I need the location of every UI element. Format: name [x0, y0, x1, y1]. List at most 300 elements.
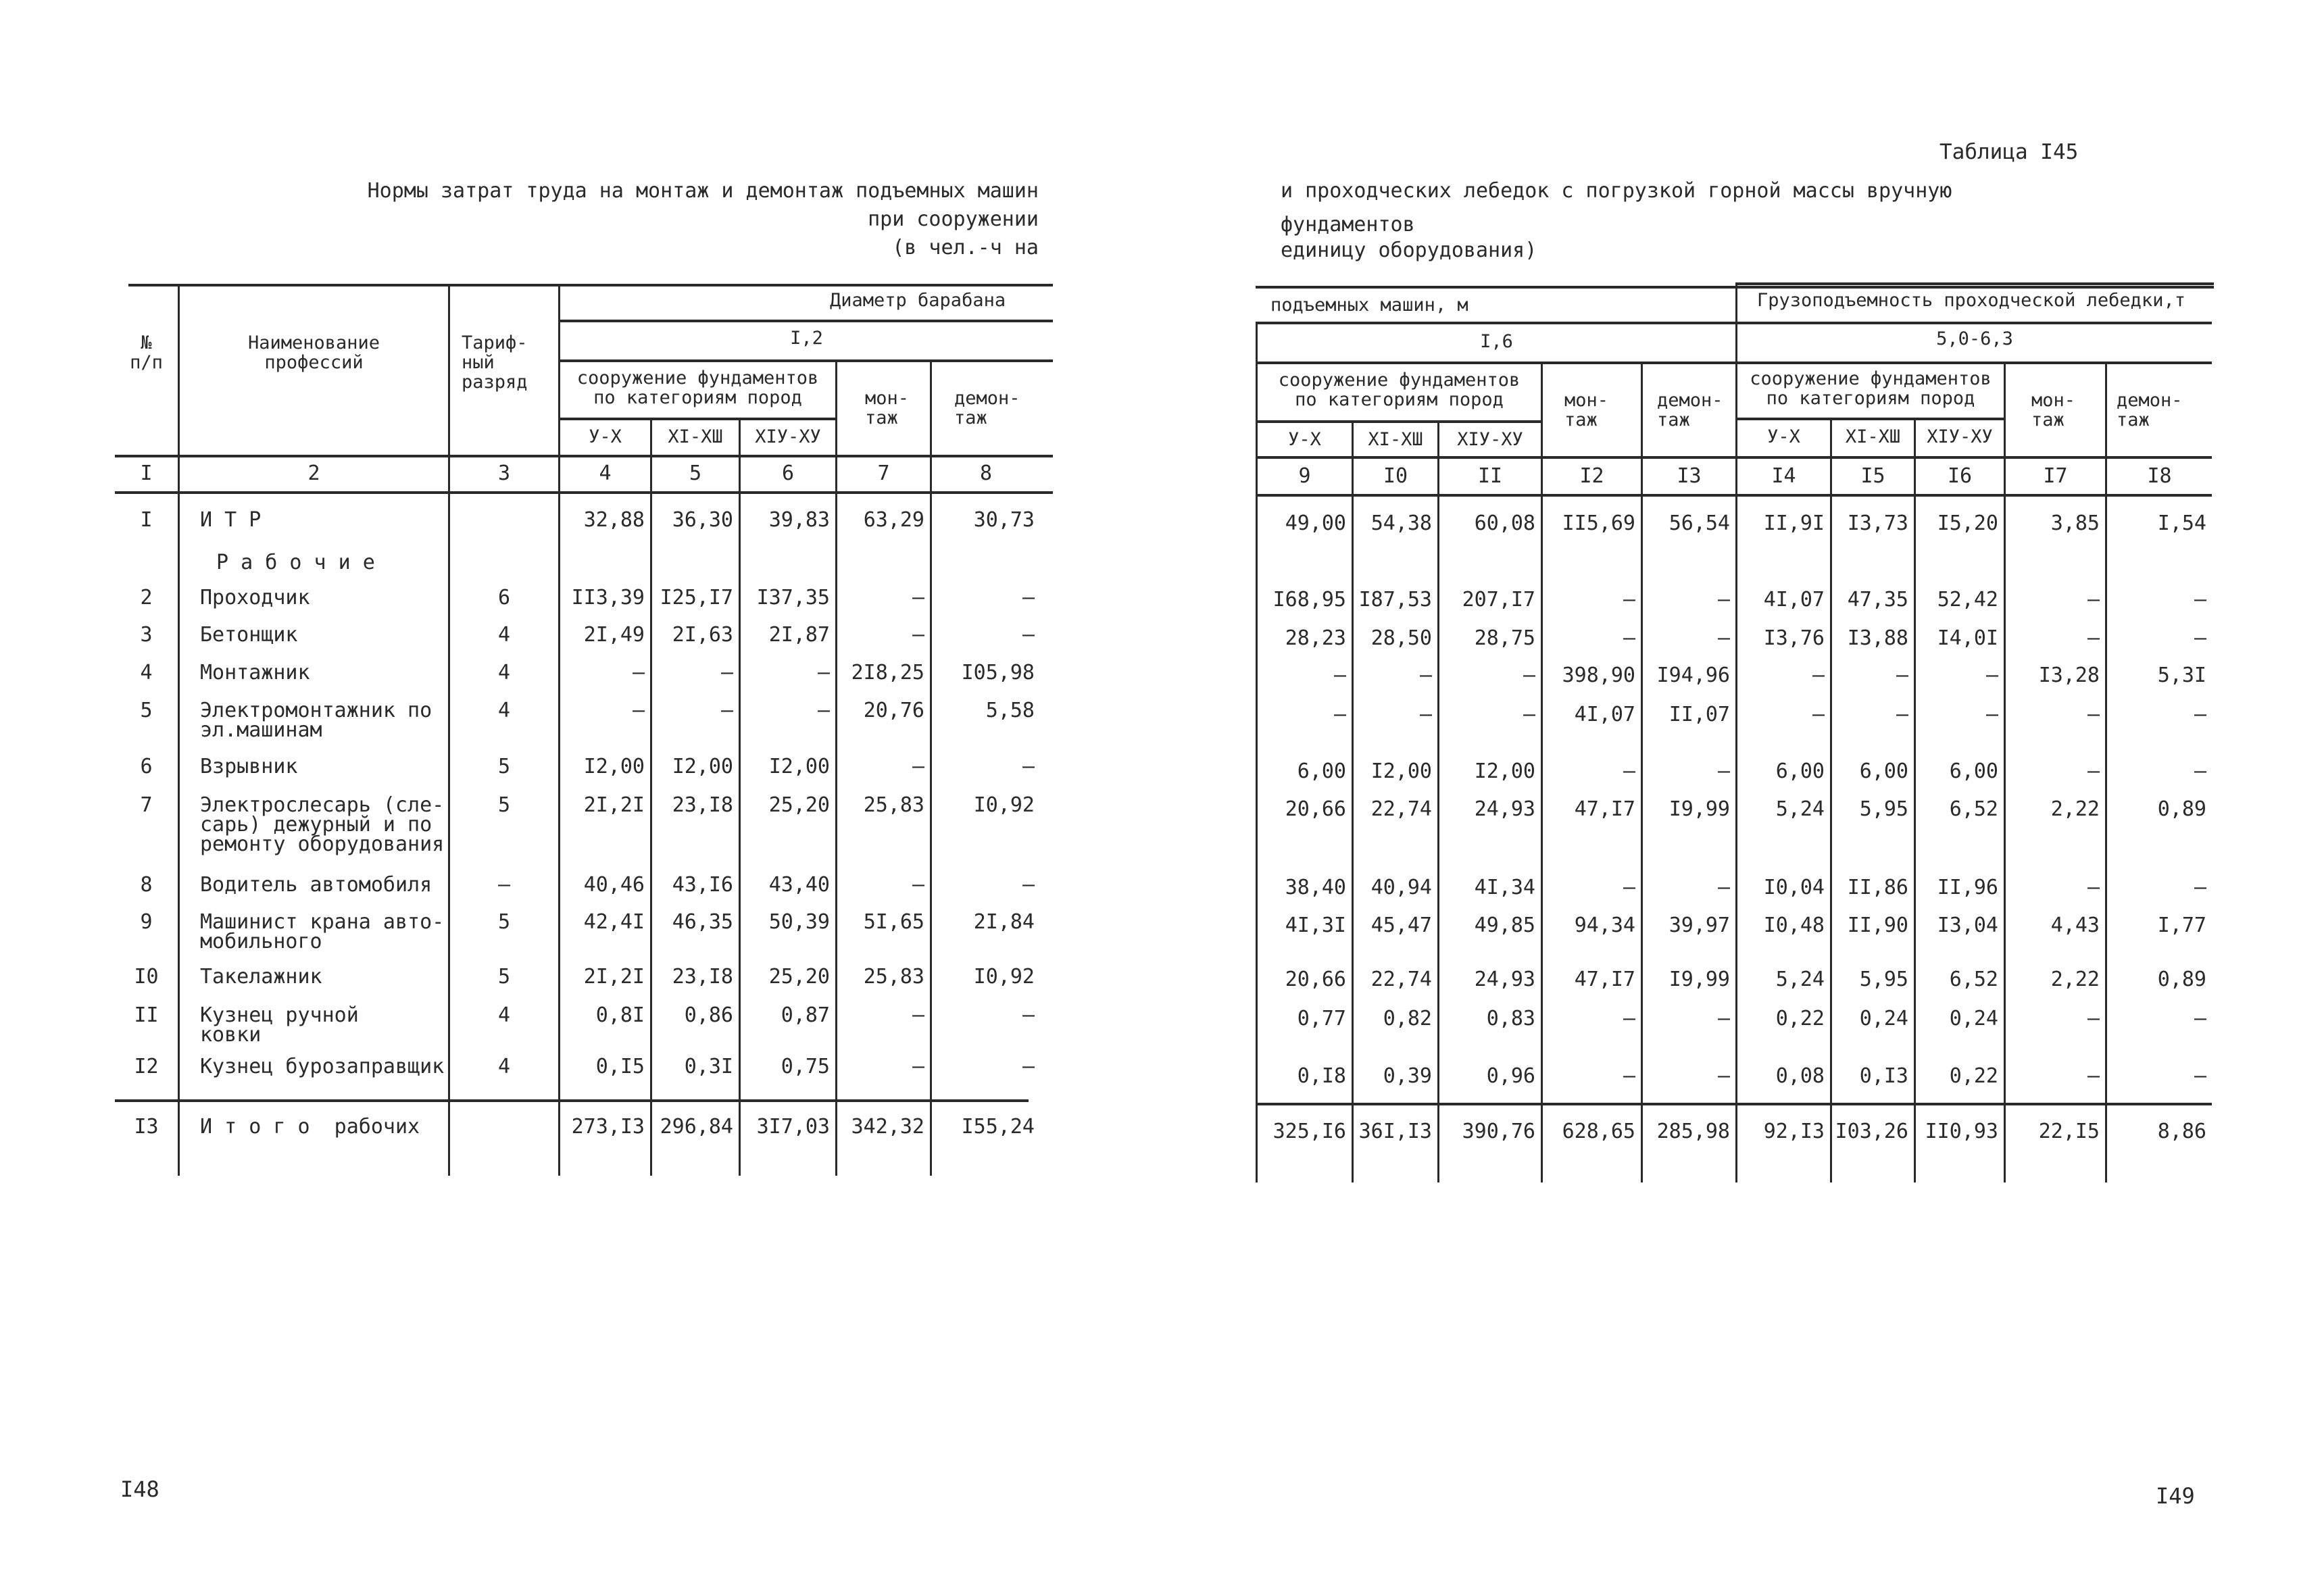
table-cell: I0,48: [1763, 914, 1825, 937]
row-number: 4: [140, 661, 153, 684]
table-cell: 43,I6: [672, 873, 733, 897]
column-number: 9: [1298, 464, 1311, 488]
table-cell: 325,I6: [1272, 1120, 1346, 1143]
table-cell: –: [632, 699, 645, 722]
right-title-line-1: и проходческих лебедок с погрузкой горной массы вручную: [1281, 179, 1952, 203]
table-cell: 5I,65: [863, 910, 924, 934]
column-number: 2: [307, 462, 320, 485]
table-cell: I68,95: [1272, 588, 1346, 612]
header-tariff-grade: Тариф- ный разряд: [462, 332, 528, 393]
table-cell: II,07: [1668, 703, 1730, 726]
rule: [115, 455, 1053, 457]
table-cell: 0,86: [684, 1003, 733, 1027]
table-cell: –: [1022, 1003, 1035, 1027]
tariff-grade: 5: [497, 755, 511, 778]
header-category-1: У-Х: [589, 426, 622, 447]
header-mounting: мон- таж: [865, 388, 910, 428]
table-cell: –: [1523, 664, 1535, 687]
rule: [558, 359, 1053, 362]
table-cell: –: [1717, 626, 1730, 650]
table-cell: 0,77: [1297, 1007, 1346, 1030]
table-cell: 28,75: [1474, 626, 1535, 650]
column-number: 5: [689, 462, 702, 485]
table-cell: –: [1623, 876, 1635, 899]
table-cell: –: [1812, 703, 1825, 726]
table-cell: 6,52: [1949, 797, 1998, 821]
table-cell: I2,00: [768, 755, 830, 778]
table-cell: I2,00: [1474, 759, 1535, 783]
column-number: I6: [1947, 464, 1973, 488]
table-cell: 50,39: [768, 910, 830, 934]
column-number: 8: [979, 462, 993, 485]
profession-name: Водитель автомобиля: [200, 873, 432, 897]
header-category-3: ХIУ-ХУ: [755, 426, 821, 447]
table-cell: 273,I3: [571, 1115, 645, 1139]
table-cell: I87,53: [1358, 588, 1432, 612]
header-foundations: сооружение фундаментов по категориям пород: [1278, 370, 1521, 410]
table-cell: 49,00: [1285, 512, 1346, 535]
table-cell: –: [1333, 664, 1346, 687]
column-number: II: [1477, 464, 1503, 488]
table-cell: II5,69: [1562, 512, 1635, 535]
table-cell: –: [2194, 703, 2206, 726]
right-title-line-2: фундаментов: [1281, 213, 1415, 236]
table-cell: I4,0I: [1937, 626, 1998, 650]
table-cell: 2I,63: [672, 623, 733, 647]
table-cell: I0,92: [973, 793, 1035, 817]
table-cell: 28,23: [1285, 626, 1346, 650]
profession-name: Электрослесарь (сле- сарь) дежурный и по ремонту оборудования: [200, 793, 445, 856]
table-cell: 5,95: [1859, 797, 1908, 821]
table-cell: 5,3I: [2157, 664, 2206, 687]
table-cell: 3I7,03: [756, 1115, 830, 1139]
table-cell: 285,98: [1656, 1120, 1730, 1143]
table-cell: –: [1022, 586, 1035, 609]
table-cell: –: [1623, 759, 1635, 783]
table-cell: –: [1812, 664, 1825, 687]
table-cell: –: [2087, 588, 2100, 612]
tariff-grade: 6: [497, 586, 511, 609]
table-cell: 6,00: [1859, 759, 1908, 783]
column-number: I0: [1383, 464, 1408, 488]
table-cell: I5,20: [1937, 512, 1998, 535]
table-cell: 25,20: [768, 965, 830, 989]
table-cell: 3,85: [2050, 512, 2100, 535]
row-number: I0: [134, 965, 159, 989]
table-cell: –: [720, 699, 733, 722]
profession-name: Машинист крана авто- мобильного: [200, 910, 445, 953]
table-cell: 0,22: [1775, 1007, 1825, 1030]
table-cell: –: [1022, 755, 1035, 778]
profession-name: Монтажник: [200, 661, 310, 684]
table-cell: 32,88: [583, 508, 645, 532]
table-cell: 0,89: [2157, 797, 2206, 821]
table-cell: 39,97: [1668, 914, 1730, 937]
table-cell: 2I,87: [768, 623, 830, 647]
table-cell: –: [2087, 1007, 2100, 1030]
table-cell: –: [912, 586, 924, 609]
table-cell: 0,75: [781, 1055, 830, 1078]
header-foundations: сооружение фундаментов по категориям пород: [1750, 368, 1992, 409]
profession-name: Бетонщик: [200, 623, 298, 647]
table-cell: –: [1985, 664, 1998, 687]
table-cell: 49,85: [1474, 914, 1535, 937]
header-category-2: ХI-ХШ: [668, 426, 723, 447]
page-number-left: I48: [120, 1476, 159, 1502]
right-title-line-3: единицу оборудования): [1281, 239, 1537, 262]
column-number: 7: [877, 462, 890, 485]
header-category-2: ХI-ХШ: [1845, 426, 1901, 447]
table-cell: –: [2087, 626, 2100, 650]
table-cell: –: [1623, 588, 1635, 612]
header-category-2: ХI-ХШ: [1368, 429, 1423, 450]
table-cell: 39,83: [768, 508, 830, 532]
rule: [558, 418, 835, 420]
table-cell: I05,98: [961, 661, 1035, 684]
table-cell: 92,I3: [1763, 1120, 1825, 1143]
table-cell: –: [2194, 588, 2206, 612]
table-cell: –: [1022, 623, 1035, 647]
table-cell: 207,I7: [1462, 588, 1535, 612]
table-cell: –: [2087, 876, 2100, 899]
table-cell: I0,92: [973, 965, 1035, 989]
table-cell: –: [1717, 876, 1730, 899]
table-cell: 4I,07: [1763, 588, 1825, 612]
table-cell: II,96: [1937, 876, 1998, 899]
tariff-grade: 4: [497, 661, 511, 684]
table-cell: 2I,2I: [583, 793, 645, 817]
row-number: II: [134, 1003, 159, 1027]
table-cell: –: [2194, 759, 2206, 783]
table-cell: 5,95: [1859, 968, 1908, 991]
table-cell: II,9I: [1763, 512, 1825, 535]
table-cell: –: [912, 623, 924, 647]
table-cell: –: [1523, 703, 1535, 726]
table-cell: 4I,07: [1574, 703, 1635, 726]
rule: [1256, 420, 1541, 423]
table-cell: 25,83: [863, 793, 924, 817]
row-number: I2: [134, 1055, 159, 1078]
table-cell: –: [1717, 588, 1730, 612]
table-cell: 5,24: [1775, 797, 1825, 821]
table-cell: 6,00: [1949, 759, 1998, 783]
table-cell: 5,58: [985, 699, 1035, 722]
table-cell: 0,96: [1486, 1064, 1535, 1088]
profession-name: Проходчик: [200, 586, 310, 609]
table-cell: II,90: [1847, 914, 1908, 937]
row-number: 9: [140, 910, 153, 934]
table-cell: 0,39: [1383, 1064, 1432, 1088]
table-cell: I9,99: [1668, 797, 1730, 821]
table-cell: I3,88: [1847, 626, 1908, 650]
table-cell: –: [912, 1055, 924, 1078]
table-cell: 63,29: [863, 508, 924, 532]
table-cell: –: [720, 661, 733, 684]
left-title-line-2: при сооружении: [868, 207, 1039, 231]
table-cell: 0,24: [1949, 1007, 1998, 1030]
table-cell: 36,30: [672, 508, 733, 532]
table-cell: 0,22: [1949, 1064, 1998, 1088]
column-number: 4: [599, 462, 612, 485]
table-cell: 38,40: [1285, 876, 1346, 899]
table-cell: 2I,49: [583, 623, 645, 647]
table-cell: 0,I8: [1297, 1064, 1346, 1088]
profession-name: Такелажник: [200, 965, 322, 989]
table-cell: 20,66: [1285, 968, 1346, 991]
table-cell: I55,24: [961, 1115, 1035, 1139]
rule: [1735, 284, 1737, 1182]
header-capacity-value: 5,0-6,3: [1936, 328, 2013, 349]
table-cell: –: [1717, 1064, 1730, 1088]
table-cell: I94,96: [1656, 664, 1730, 687]
table-cell: 2,22: [2050, 968, 2100, 991]
header-category-1: У-Х: [1767, 426, 1800, 447]
table-cell: 40,46: [583, 873, 645, 897]
profession-name: Кузнец ручной ковки: [200, 1003, 359, 1047]
table-cell: I,54: [2157, 512, 2206, 535]
table-cell: 24,93: [1474, 797, 1535, 821]
table-cell: 40,94: [1370, 876, 1432, 899]
table-cell: 30,73: [973, 508, 1035, 532]
table-cell: 0,08: [1775, 1064, 1825, 1088]
table-cell: –: [1717, 759, 1730, 783]
table-cell: I25,I7: [660, 586, 733, 609]
table-cell: –: [1717, 1007, 1730, 1030]
table-cell: 43,40: [768, 873, 830, 897]
rule: [1735, 418, 2004, 420]
table-cell: 8,86: [2157, 1120, 2206, 1143]
table-cell: 2,22: [2050, 797, 2100, 821]
table-cell: –: [1985, 703, 1998, 726]
table-cell: 23,I8: [672, 965, 733, 989]
header-category-1: У-Х: [1288, 429, 1321, 450]
rule: [1256, 286, 2214, 289]
tariff-grade: 5: [497, 965, 511, 989]
table-cell: 628,65: [1562, 1120, 1635, 1143]
table-cell: 47,35: [1847, 588, 1908, 612]
table-cell: I3,76: [1763, 626, 1825, 650]
header-drum-continued: подъемных машин, м: [1270, 295, 1468, 316]
header-diameter-value: I,6: [1480, 331, 1513, 352]
table-cell: 94,34: [1574, 914, 1635, 937]
table-cell: –: [1896, 703, 1908, 726]
table-cell: I2,00: [583, 755, 645, 778]
table-cell: 2I,84: [973, 910, 1035, 934]
header-dismantling: демон- таж: [954, 388, 1020, 428]
table-cell: 2I8,25: [851, 661, 924, 684]
header-hoist-capacity: Грузоподъемность проходческой лебедки,т: [1757, 290, 2185, 311]
table-cell: I0,04: [1763, 876, 1825, 899]
table-cell: –: [2194, 626, 2206, 650]
table-cell: –: [2087, 703, 2100, 726]
table-cell: I37,35: [756, 586, 830, 609]
table-cell: 42,4I: [583, 910, 645, 934]
profession-name: Электромонтажник по эл.машинам: [200, 699, 432, 742]
tariff-grade: 4: [497, 699, 511, 722]
rule: [1256, 361, 2212, 364]
table-cell: I3,73: [1847, 512, 1908, 535]
rule: [558, 320, 1053, 322]
table-cell: 390,76: [1462, 1120, 1535, 1143]
table-cell: 20,66: [1285, 797, 1346, 821]
table-cell: 0,82: [1383, 1007, 1432, 1030]
rule: [1735, 282, 2214, 285]
left-title-line-3: (в чел.-ч на: [892, 236, 1039, 259]
table-cell: 22,74: [1370, 968, 1432, 991]
row-number: 6: [140, 755, 153, 778]
table-cell: –: [1896, 664, 1908, 687]
table-cell: 0,89: [2157, 968, 2206, 991]
profession-name: И Т Р: [200, 508, 262, 532]
table-cell: 28,50: [1370, 626, 1432, 650]
rule: [558, 285, 560, 1176]
column-number: I5: [1860, 464, 1885, 488]
tariff-grade: 4: [497, 1055, 511, 1078]
header-dismantling: демон- таж: [1657, 390, 1723, 430]
profession-name: И т о г о рабочих: [200, 1115, 420, 1139]
column-number: I8: [2147, 464, 2172, 488]
table-cell: –: [2194, 1007, 2206, 1030]
table-cell: I2,00: [672, 755, 733, 778]
column-number: I4: [1771, 464, 1796, 488]
table-cell: 0,83: [1486, 1007, 1535, 1030]
rule: [1256, 322, 2212, 324]
table-cell: I03,26: [1835, 1120, 1908, 1143]
table-cell: 0,8I: [595, 1003, 645, 1027]
table-cell: 6,00: [1297, 759, 1346, 783]
row-number: 3: [140, 623, 153, 647]
column-number: I2: [1579, 464, 1604, 488]
table-cell: II,86: [1847, 876, 1908, 899]
table-cell: II3,39: [571, 586, 645, 609]
rule: [448, 285, 450, 1176]
table-cell: 296,84: [660, 1115, 733, 1139]
table-cell: 24,93: [1474, 968, 1535, 991]
table-cell: –: [632, 661, 645, 684]
row-number: I: [140, 508, 153, 532]
table-cell: 0,24: [1859, 1007, 1908, 1030]
column-number: I7: [2043, 464, 2068, 488]
header-diameter-value: I,2: [790, 328, 823, 349]
table-cell: II0,93: [1925, 1120, 1998, 1143]
row-number: 8: [140, 873, 153, 897]
table-cell: 47,I7: [1574, 797, 1635, 821]
table-cell: –: [1623, 1007, 1635, 1030]
table-cell: 5,24: [1775, 968, 1825, 991]
table-cell: –: [1333, 703, 1346, 726]
table-cell: 60,08: [1474, 512, 1535, 535]
rule: [128, 284, 1053, 286]
table-cell: 22,I5: [2038, 1120, 2100, 1143]
table-cell: 25,83: [863, 965, 924, 989]
table-cell: I3,04: [1937, 914, 1998, 937]
column-number: I3: [1677, 464, 1702, 488]
table-cell: I9,99: [1668, 968, 1730, 991]
table-cell: 0,3I: [684, 1055, 733, 1078]
table-cell: –: [912, 1003, 924, 1027]
header-mounting: мон- таж: [2031, 390, 2076, 430]
table-cell: 46,35: [672, 910, 733, 934]
row-number: 7: [140, 793, 153, 817]
column-number: 6: [781, 462, 795, 485]
header-number: № п/п: [130, 332, 163, 373]
rule: [115, 1099, 1029, 1102]
table-cell: 54,38: [1370, 512, 1432, 535]
table-cell: 0,I5: [595, 1055, 645, 1078]
table-label: Таблица I45: [1939, 140, 2079, 164]
table-cell: 342,32: [851, 1115, 924, 1139]
table-cell: I,77: [2157, 914, 2206, 937]
header-category-3: ХIУ-ХУ: [1457, 429, 1523, 450]
table-cell: –: [2087, 759, 2100, 783]
table-cell: 398,90: [1562, 664, 1635, 687]
table-cell: 56,54: [1668, 512, 1730, 535]
table-cell: –: [1623, 1064, 1635, 1088]
rule: [1256, 494, 2212, 497]
row-number: 2: [140, 586, 153, 609]
table-cell: –: [912, 873, 924, 897]
table-cell: 6,52: [1949, 968, 1998, 991]
table-cell: –: [2087, 1064, 2100, 1088]
header-drum-diameter: Диаметр барабана: [830, 290, 1006, 311]
table-cell: 4I,3I: [1285, 914, 1346, 937]
table-cell: 20,76: [863, 699, 924, 722]
table-cell: –: [1419, 664, 1432, 687]
table-cell: –: [2194, 876, 2206, 899]
section-workers: Р а б о ч и е: [216, 551, 375, 574]
page-number-right: I49: [2156, 1483, 2195, 1509]
header-mounting: мон- таж: [1564, 390, 1609, 430]
table-cell: 36I,I3: [1358, 1120, 1432, 1143]
table-cell: 4I,34: [1474, 876, 1535, 899]
table-cell: –: [817, 661, 830, 684]
table-cell: 47,I7: [1574, 968, 1635, 991]
header-category-3: ХIУ-ХУ: [1927, 426, 1993, 447]
table-cell: –: [1022, 873, 1035, 897]
profession-name: Кузнец бурозаправщик: [200, 1055, 445, 1078]
header-dismantling: демон- таж: [2117, 390, 2183, 430]
rule: [178, 285, 180, 1176]
tariff-grade: 4: [497, 623, 511, 647]
column-number: 3: [497, 462, 511, 485]
table-cell: 45,47: [1370, 914, 1432, 937]
column-number: I: [140, 462, 153, 485]
table-cell: –: [1419, 703, 1432, 726]
table-cell: 23,I8: [672, 793, 733, 817]
table-cell: 4,43: [2050, 914, 2100, 937]
table-cell: 0,I3: [1859, 1064, 1908, 1088]
rule: [115, 491, 1053, 494]
table-cell: –: [912, 755, 924, 778]
table-cell: 0,87: [781, 1003, 830, 1027]
header-profession: Наименование профессий: [247, 332, 380, 373]
table-cell: –: [2194, 1064, 2206, 1088]
profession-name: Взрывник: [200, 755, 298, 778]
table-cell: –: [1623, 626, 1635, 650]
table-cell: –: [1022, 1055, 1035, 1078]
rule: [1256, 456, 2212, 459]
rule: [1256, 1103, 2212, 1105]
table-cell: –: [817, 699, 830, 722]
left-title-line-1: Нормы затрат труда на монтаж и демонтаж подъемных машин: [367, 179, 1039, 203]
tariff-grade: 4: [497, 1003, 511, 1027]
table-cell: 22,74: [1370, 797, 1432, 821]
table-cell: I3,28: [2038, 664, 2100, 687]
table-cell: 2I,2I: [583, 965, 645, 989]
row-number: I3: [134, 1115, 159, 1139]
tariff-grade: 5: [497, 910, 511, 934]
tariff-grade: –: [497, 873, 511, 897]
